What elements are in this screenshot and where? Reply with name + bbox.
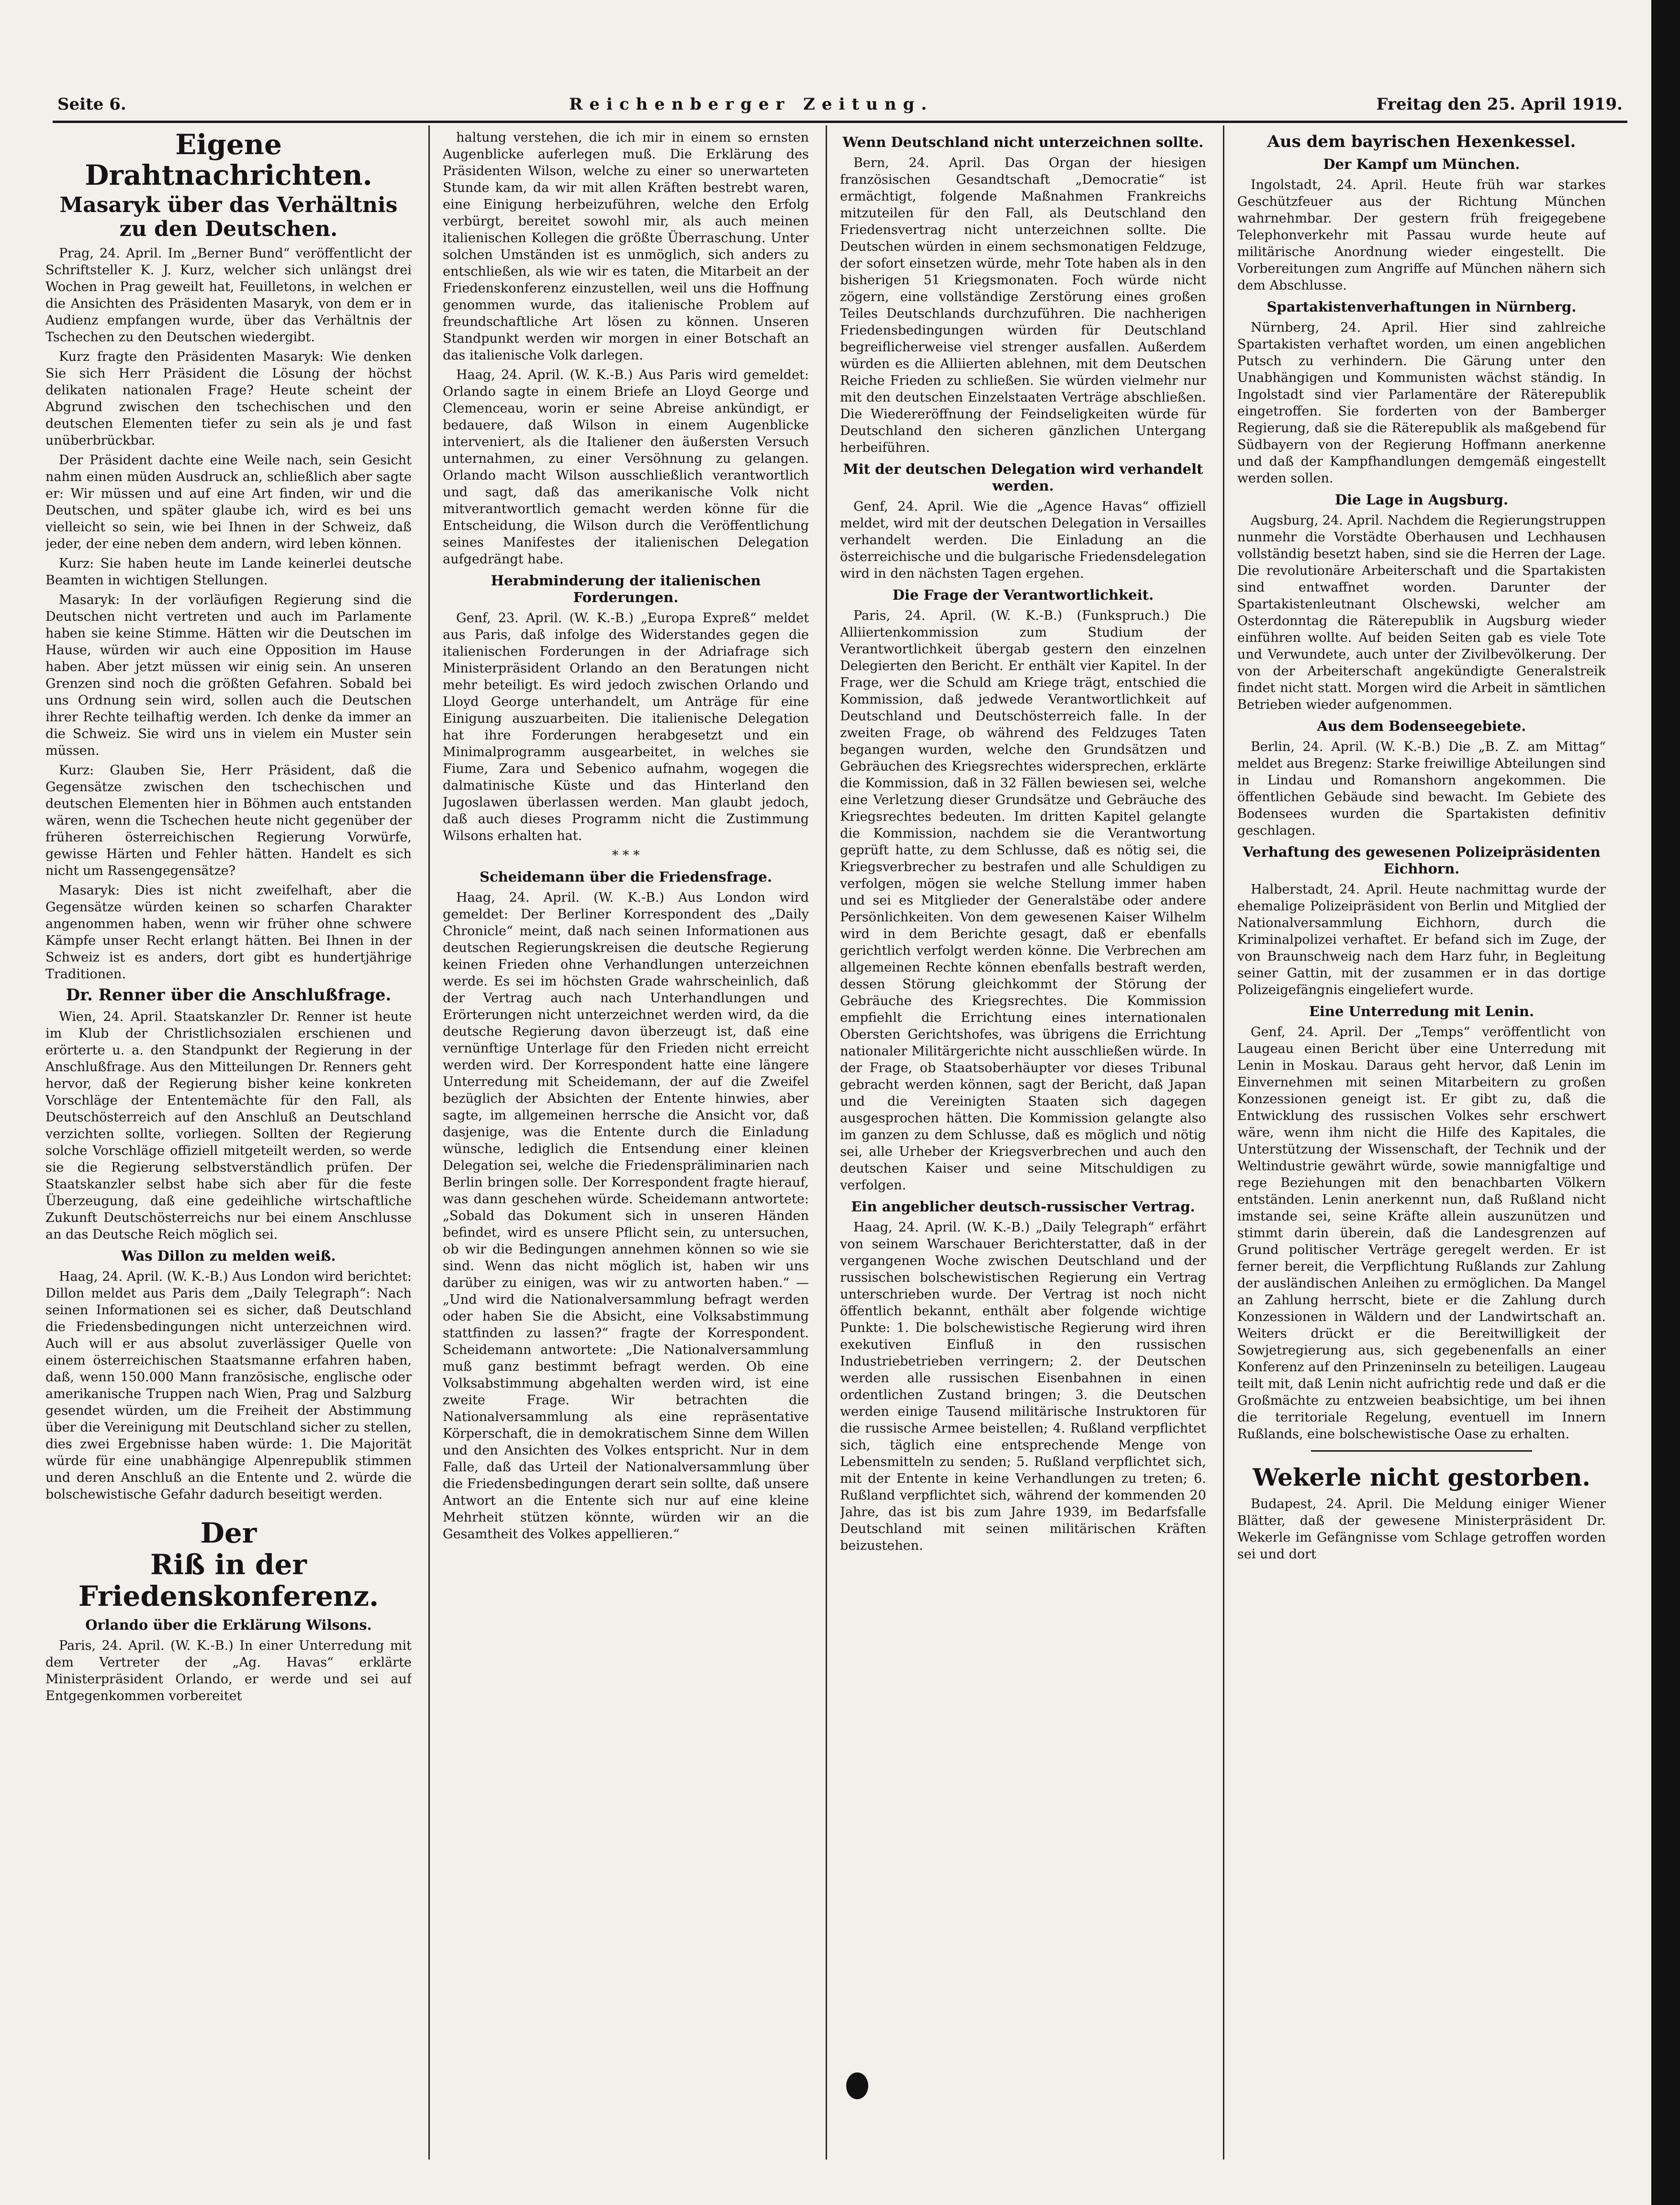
article-headline: Was Dillon zu melden weiß. [121,1248,336,1264]
article-body [1237,881,1606,998]
paragraph: Paris, 24. April. (W. K.-B.) In einer Unterredung mit dem Vertreter der „Ag. Havas“ erklärte Ministerpräsident Orlando, er werde und sei auf Entgegenkommen vorbereitet [45,1638,412,1703]
article-headline: Herabminderung der italienischen Forderungen. [491,572,761,605]
column-2 [443,129,809,2154]
section-rule [1311,1450,1532,1452]
paragraph: Ingolstadt, 24. April. Heute früh war starkes Geschützfeuer aus der Richtung München wahrnehmbar. Der gestern früh freigegebene Telephonverkehr mit Passau wurde heute auf militärische Anordnung wieder eingestellt. Die Vorbereitungen zum Angriffe auf München nähern sich dem Abschlusse. [1237,178,1606,293]
paragraph: Genf, 24. April. Wie die „Agence Havas“ offiziell meldet, wird mit der deutschen Delegation in Versailles verhandelt werden. Die Einladung an die österreichische und die bulgarische Friedensdelegation wird in den nächsten Tagen ergehen. [840,499,1206,581]
paragraph: Kurz: Glauben Sie, Herr Präsident, daß die Gegensätze zwischen den tschechischen und deutschen Elementen hier in Böhmen auch entstanden wären, wenn die Tschechen heute nicht gegenüber der früheren österreichischen Regierung Vorwürfe, gewisse Härten und Fehler hätten. Handelt es sich nicht um Rassengegensätze? [45,763,412,878]
paragraph: Paris, 24. April. (W. K.-B.) (Funkspruch.) Die Alliiertenkommission zum Studium der Verantwortlichkeit übergab gestern den einzelnen Delegierten den Bericht. Er enthält vier Kapitel. In der Frage, wer die Schuld am Kriege trägt, entschied die Kommission, daß jedwede Verantwortlichkeit auf Deutschland und Deutschösterreich falle. In der zweiten Frage, ob während des Feldzuges Taten begangen wurden, welche den Grundsätzen und Gebräuchen des Kriegsrechtes widersprechen, erklärte die Kommission, daß in 32 Fällen bewiesen sei, welche eine Verletzung dieser Grundsätze und Gebräuche des Kriegsrechtes bedeuten. Im dritten Kapitel gelangte die Kommission, nachdem sie die Verantwortung geprüft hatte, zu dem Schlusse, daß es nötig sei, die Kriegsverbrecher zu bestrafen und alle Schuldigen zu verfolgen, mögen sie welche Stellung immer haben und sei es Mitglieder der Generalstäbe oder andere Persönlichkeiten. Von dem gewesenen Kaiser Wilhelm wird in dem Berichte gesagt, daß er ebenfalls gerichtlich verfolgt werden könne. Die Verbrechen am allgemeinen Rechte können ebenfalls bestraft werden, dessen Störung gleichkommt der Störung der Gebräuche des Kriegsrechtes. Die Kommission empfiehlt die Errichtung eines internationalen Obersten Gerichtshofes, was übrigens die Errichtung nationaler Militärgerichte nicht ausschließen würde. In der Frage, ob Staatsoberhäupter vor dieses Tribunal gebracht werden können, sagt der Bericht, daß Japan und die Vereinigten Staaten sich dagegen ausgesprochen hätten. Die Kommission gelangte also im ganzen zu dem Schlusse, daß es möglich und nötig sei, alle Urheber der Kriegsverbrechen und auch den deutschen Kaiser und seine Mitschuldigen zu verfolgen. [840,608,1206,1193]
paragraph: Masaryk: Dies ist nicht zweifelhaft, aber die Gegensätze würden keinen so scharfen Charakter angenommen haben, wenn wir früher ohne schwere Kämpfe unser Recht erlangt hätten. Bei Ihnen in der Schweiz ist es anders, dort gibt es hundertjährige Traditionen. [45,883,412,982]
article-headline: Ein angeblicher deutsch-russischer Vertrag. [851,1198,1195,1215]
article-body [1237,512,1606,713]
article-headline: Wekerle nicht gestorben. [1253,1463,1590,1491]
article-headline: Mit der deutschen Delegation wird verhandelt werden. [843,461,1203,494]
article-body [1237,1496,1606,1563]
article-headline: Wenn Deutschland nicht unterzeichnen sollte. [842,134,1204,150]
paragraph: Halberstadt, 24. April. Heute nachmittag wurde der ehemalige Polizeipräsident von Berlin und Mitglied der Nationalversammlung Eichhorn, durch die Kriminalpolizei verhaftet. Er befand sich im Zuge, der von Braunschweig nach dem Harz fuhr, in Begleitung seiner Gattin, mit der zusammen er in das dortige Polizeigefängnis eingeliefert wurde. [1237,882,1606,997]
article-headline: Dr. Renner über die Anschlußfrage. [66,985,392,1005]
article-body [840,155,1206,456]
issue-date: Freitag den 25. April 1919. [1376,95,1623,114]
article-headline: Der Kampf um München. [1323,156,1520,172]
paragraph: Berlin, 24. April. (W. K.-B.) Die „B. Z. am Mittag“ meldet aus Bregenz: Starke freiwillige Abteilungen sind in Lindau und Romanshorn angekommen. Die öffentlichen Gebäude sind bewacht. Im Gebiete des Bodensees wurden die Spartakisten definitiv geschlagen. [1237,739,1606,838]
paragraph: Haag, 24. April. (W. K.-B.) Aus London wird gemeldet: Der Berliner Korrespondent des „Daily Chronicle“ meint, daß nach seinen Informationen aus deutschen Regierungskreisen die deutsche Regierung keinen Frieden ohne Verhandlungen unterzeichnen werde. Es sei im höchsten Grade wahrscheinlich, daß der Vertrag auch nach Unterhandlungen und Erörterungen nicht unterzeichnet werden wird, da die deutsche Regierung davon überzeugt ist, daß eine vernünftige Unterlage für den Frieden nicht erreicht werden wird. Der Korrespondent hatte eine längere Unterredung mit Scheidemann, der auf die Zweifel bezüglich der Absichten der Entente hinwies, aber sagte, im allgemeinen herrsche die Ansicht vor, daß dasjenige, was die Entente durch die Einladung wünsche, lediglich die Entsendung einer kleinen Delegation sei, welche die Friedenspräliminarien nach Berlin bringen solle. Der Korrespondent fragte hierauf, was dann geschehen würde. Scheidemann antwortete: „Sobald das Dokument sich in unseren Händen befindet, wird es unsere Pflicht sein, zu untersuchen, ob wir die Bedingungen annehmen können so wie sie sind. Wenn das nicht möglich ist, haben wir uns darüber zu einigen, was wir zu antworten haben.“ — „Und wird die Nationalversammlung befragt werden oder haben Sie die Absicht, eine Volksabstimmung stattfinden zu lassen?“ fragte der Korrespondent. Scheidemann antwortete: „Die Nationalversammlung muß ganz bestimmt befragt werden. Ob eine Volksabstimmung abgehalten werden wird, ist eine zweite Frage. Wir betrachten die Nationalversammlung als eine repräsentative Körperschaft, die in demokratischem Sinne dem Willen und den Ansichten des Volkes entspricht. Nur in dem Falle, daß das Urteil der Nationalversammlung über die Friedensbedingungen derart sein sollte, daß unsere Antwort an die Entente sich nur auf eine kleine Mehrheit stützen könnte, würden wir an die Gesamtheit des Volkes appellieren.“ [443,890,809,1542]
scan-border [1651,0,1680,2205]
column-divider [826,125,827,2160]
article-body [45,1268,412,1503]
article-headline: Scheidemann über die Friedensfrage. [480,869,772,885]
ink-blot [846,2072,868,2099]
article-headline: Eine Unterredung mit Lenin. [1309,1003,1534,1019]
article-headline: Masaryk über das Verhältnis zu den Deutschen. [59,193,398,241]
article-headline: Die Frage der Verantwortlichkeit. [892,587,1154,603]
article-body [1237,739,1606,839]
column-3 [840,129,1206,2154]
article-body [443,610,809,844]
column-divider [1223,125,1224,2160]
paragraph: Prag, 24. April. Im „Berner Bund“ veröffentlicht der Schriftsteller K. J. Kurz, welcher sich unlängst drei Wochen in Prag geweilt hat, Feuilletons, in welchen er die Ansichten des Präsidenten Masaryk, von dem er in Audienz empfangen wurde, über das Verhältnis der Tschechen zu den Deutschen wiedergibt. [45,246,412,345]
article-headline: Aus dem Bodenseegebiete. [1317,718,1526,734]
paragraph: Nürnberg, 24. April. Hier sind zahlreiche Spartakisten verhaftet worden, um einen angeblichen Putsch zu verhindern. Die Gärung unter den Unabhängigen und Kommunisten wächst ständig. In Ingolstadt sind vier Parlamentäre der Räterepublik eingetroffen. Sie forderten von der Bamberger Regierung, daß sie die Räterepublik als maßgebend für Südbayern von der Regierung Hoffmann anerkenne und daß der Kampfhandlungen demgemäß eingestellt werden sollen. [1237,320,1606,486]
article-headline: Verhaftung des gewesenen Polizeipräsidenten Eichhorn. [1243,844,1601,877]
article-body [443,889,809,1543]
paragraph: Kurz: Sie haben heute im Lande keinerlei deutsche Beamten in wichtigen Stellungen. [45,556,412,588]
article-headline: Spartakistenverhaftungen in Nürnberg. [1266,299,1577,315]
page-header [57,85,1623,114]
header-rule [53,121,1627,123]
paragraph: Wien, 24. April. Staatskanzler Dr. Renner ist heute im Klub der Christlichsozialen erschienen und erörterte u. a. den Standpunkt der Regierung in der Anschlußfrage. Aus den Mitteilungen Dr. Renners geht hervor, daß der Regierung bisher keine konkreten Vorschläge der Ententemächte für den Fall, als Deutschösterreich auf den Anschluß an Deutschland verzichten sollte, vorliegen. Sollten der Regierung solche Vorschläge offiziell mitgeteilt werden, so werde sie die Regierung selbstverständlich prüfen. Der Staatskanzler selbst habe sich aber für die feste Überzeugung, daß eine gedeihliche wirtschaftliche Zukunft Deutschösterreichs nur bei einem Anschlusse an das Deutsche Reich möglich sei. [45,1009,412,1242]
page-number: Seite 6. [57,95,126,114]
column-divider [428,125,430,2160]
paragraph: Budapest, 24. April. Die Meldung einiger Wiener Blätter, daß der gewesene Ministerpräsident Dr. Wekerle im Gefängnisse vom Schlage getroffen worden sei und dort [1237,1497,1606,1562]
article-body [1237,319,1606,487]
column-1 [45,129,412,2154]
paragraph: Der Präsident dachte eine Weile nach, sein Gesicht nahm einen müden Ausdruck an, schließlich aber sagte er: Wir müssen und auf eine Art finden, wir und die Deutschen, und später glaube ich, wird es bei uns vielleicht so sein, wie bei Ihnen in der Schweiz, daß jeder, der eine neben dem andern, wird leben können. [45,453,412,551]
paper-name: Reichenberger Zeitung. [569,95,934,114]
paragraph: Bern, 24. April. Das Organ der hiesigen französischen Gesandtschaft „Democratie“ ist ermächtigt, folgende Maßnahmen Frankreichs mitzuteilen für den Fall, als Deutschland den Friedensvertrag nicht unterzeichnen sollte. Die Deutschen würden in einem sechsmonatigen Feldzuge, der sofort einsetzen würde, mehr Tote haben als in den bisherigen 51 Kriegsmonaten. Foch würde nicht zögern, eine vollständige Zerstörung eines großen Teiles Deutschlands durchzuführen. Die nachherigen Friedensbedingungen würden für Deutschland begreiflicherweise viel strenger ausfallen. Außerdem würden es die Alliierten ablehnen, mit dem Deutschen Reiche Frieden zu schließen. Sie würden vielmehr nur mit den deutschen Einzelstaaten Verträge abschließen. Die Wiedereröffnung der Feindseligkeiten würde für Deutschland den sicheren gänzlichen Untergang herbeiführen. [840,156,1206,455]
paragraph: haltung verstehen, die ich mir in einem so ernsten Augenblicke auferlegen muß. Die Erklärung des Präsidenten Wilson, welche zu einer so unerwarteten Stunde kam, da wir mit allen Kräften bestrebt waren, eine Einigung herbeizuführen, welche den Erfolg verbürgt, bereitet sowohl mir, als auch meinen italienischen Kollegen die größte Überraschung. Unter solchen Umständen ist es unmöglich, sich anders zu entschließen, als wie wir es taten, die Mitarbeit an der Friedenskonferenz einzustellen, weil uns die Hoffnung genommen wurde, das italienische Problem auf freundschaftliche Art lösen zu können. Unseren Standpunkt werden wir morgen in einer Botschaft an das italienische Volk darlegen. [443,130,809,363]
paragraph: Haag, 24. April. (W. K.-B.) „Daily Telegraph“ erfährt von seinem Warschauer Berichterstatter, daß in der vergangenen Woche zwischen Deutschland und der russischen bolschewistischen Regierung ein Vertrag unterschrieben wurde. Der Vertrag ist noch nicht öffentlich bekannt, enthält aber folgende wichtige Punkte: 1. Die bolschewistische Regierung wird ihren exekutiven Einfluß in den russischen Industriebetrieben verringern; 2. der Deutschen werden alle russischen Eisenbahnen in einen ordentlichen Zustand bringen; 3. die Deutschen werden einige Tausend militärische Instruktoren für die russische Armee beistellen; 4. Rußland verpflichtet sich, täglich eine entsprechende Menge von Lebensmitteln zu senden; 5. Rußland verpflichtet sich, mit der Entente in keine Verhandlungen zu treten; 6. Rußland verpflichtet sich, während der kommenden 20 Jahre, das ist bis zum Jahre 1939, im Bedarfsfalle Deutschland mit seinen militärischen Kräften beizustehen. [840,1220,1206,1553]
article-body [443,129,809,568]
paragraph: Masaryk: In der vorläufigen Regierung sind die Deutschen nicht vertreten und auch im Parlamente haben sie keine Stimme. Hätten wir die Deutschen im Hause, würden wir auch eine Opposition im Hause haben. Aber jetzt müssen wir einig sein. An unseren Grenzen sind noch die größten Gefahren. Sobald bei uns Ordnung sein wird, sollen auch die Deutschen ihrer Rechte teilhaftig werden. Ich denke da immer an die Schweiz. Sie wird uns in vielem ein Muster sein müssen. [45,593,412,758]
paragraph: Augsburg, 24. April. Nachdem die Regierungstruppen nunmehr die Vorstädte Oberhausen und Lechhausen vollständig besetzt haben, sind sie die Herren der Lage. Die revolutionäre Arbeiterschaft und die Spartakisten sind entwaffnet worden. Darunter der Spartakistenleutnant Olschewski, welcher am Osterdonntag die Räterepublik in Augsburg wieder einführen wollte. Auf beiden Seiten gab es viele Tote und Verwundete, auch unter der Zivilbevölkerung. Der von der Arbeiterschaft angekündigte Generalstreik findet nicht statt. Morgen wird die Arbeit in sämtlichen Betrieben wieder aufgenommen. [1237,513,1606,712]
article-body [45,245,412,983]
article-body [840,1219,1206,1554]
article-headline: Die Lage in Augsburg. [1334,492,1509,508]
section-title: Aus dem bayrischen Hexenkessel. [1267,132,1576,151]
article-body [840,607,1206,1194]
paragraph: Haag, 24. April. (W. K.-B.) Aus Paris wird gemeldet: Orlando sagte in einem Briefe an Lloyd George und Clemenceau, worin er seine Abreise ankündigt, er bedauere, daß Wilson in einem Augenblicke interveniert, als die Italiener den äußersten Versuch unternahmen, zu einer Versöhnung zu gelangen. Orlando macht Wilson ausschließlich verantwortlich und sagt, daß das amerikanische Volk nicht mitverantwortlich gemacht werden könne für die Entscheidung, die Wilson durch die Veröffentlichung seines Manifestes der italienischen Delegation aufgedrängt habe. [443,368,809,567]
section-title: Eigene Drahtnachrichten. [85,129,372,191]
article-body [1237,1024,1606,1443]
article-headline: Riß in der Friedenskonferenz. [78,1548,379,1612]
section-separator: * * * [612,848,640,863]
article-body [1237,177,1606,294]
paragraph: Genf, 24. April. Der „Temps“ veröffentlicht von Laugeau einen Bericht über eine Unterredung mit Lenin in Moskau. Daraus geht hervor, daß Lenin im Einvernehmen mit seinen Mitarbeitern zu großen Konzessionen geneigt ist. Er gibt zu, daß die Entwicklung des russischen Volkes sehr erschwert wäre, wenn ihm nicht die Hilfe des Kapitales, die Unterstützung der Wissenschaft, der Technik und der Weltindustrie gewährt würde, sowie mannigfaltige und rege Beziehungen mit den benachbarten Völkern entständen. Lenin anerkennt nun, daß Rußland nicht imstande sei, seine Kräfte allein auszunützen und stimmt darin überein, daß die Landesgrenzen auf Grund politischer Verträge geregelt werden. Er ist ferner bereit, die Verpflichtung Rußlands zur Zahlung der ausländischen Anleihen zu ermöglichen. Da Mangel an Zahlung herrscht, biete er die Zahlung durch Konzessionen in Wäldern und der Landwirtschaft an. Weiters drückt er die Bereitwilligkeit der Sowjetregierung aus, sich gegebenenfalls an einer Konferenz auf den Prinzeninseln zu beteiligen. Laugeau teilt mit, daß Lenin nicht aufrichtig rede und daß er die Großmächte zu entzweien beabsichtige, um bei ihnen die territoriale Regelung, eventuell im Innern Rußlands, eine bolschewistische Oase zu erhalten. [1237,1025,1606,1442]
paragraph: Kurz fragte den Präsidenten Masaryk: Wie denken Sie sich Herr Präsident die Lösung der höchst delikaten nationalen Frage? Heute scheint der Abgrund zwischen den tschechischen und den deutschen Elementen tiefer zu sein als je und fast unüberbrückbar. [45,349,412,448]
paragraph: Genf, 23. April. (W. K.-B.) „Europa Expreß“ meldet aus Paris, daß infolge des Widerstandes gegen die italienischen Forderungen in der Adriafrage sich Ministerpräsident Orlando an den Beratungen nicht mehr beteiligt. Es wird jedoch zwischen Orlando und Lloyd George unterhandelt, um Anträge für eine Einigung auszuarbeiten. Die italienische Delegation hat ihre Forderungen herabgesetzt und ein Minimalprogramm ausgearbeitet, in welches sie Fiume, Zara und Sebenico aufnahm, wogegen die dalmatinische Küste und das Hinterland den Jugoslawen überlassen werden. Man glaubt jedoch, daß auch dieses Programm nicht die Zustimmung Wilsons erhalten hat. [443,611,809,843]
column-4 [1237,129,1606,2154]
article-subheadline: Orlando über die Erklärung Wilsons. [85,1617,372,1633]
article-body [45,1637,412,1704]
article-headline: Der [200,1517,257,1549]
article-body [840,498,1206,582]
paragraph: Haag, 24. April. (W. K.-B.) Aus London wird berichtet: Dillon meldet aus Paris dem „Daily Telegraph“: Nach seinen Informationen sei es sicher, daß Deutschland die Friedensbedingungen nicht unterzeichnen wird. Auch will er aus absolut zuverlässiger Quelle von einem österreichischen Staatsmanne erfahren haben, daß, wenn 150.000 Mann französische, englische oder amerikanische Truppen nach Wien, Prag und Salzburg gesendet würden, um die Freiheit der Abstimmung über die Vereinigung mit Deutschland sicher zu stellen, dies zwei Ergebnisse haben würde: 1. Die Majorität würde für eine unabhängige Alpenrepublik stimmen und deren Anschluß an die Entente und 2. würde die bolschewistische Gefahr dadurch beseitigt werden. [45,1269,412,1502]
article-body [45,1008,412,1243]
